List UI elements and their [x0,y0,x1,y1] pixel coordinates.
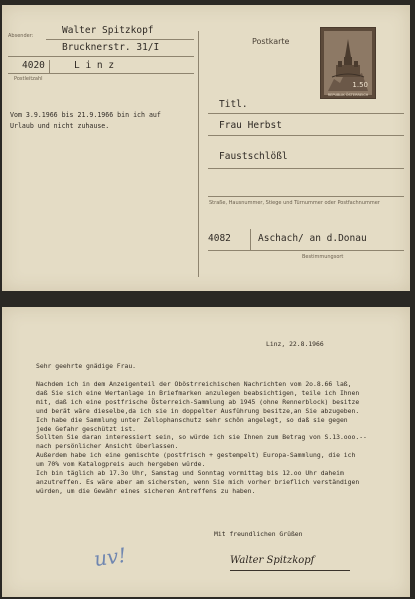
recipient-street: Faustschlößl [219,151,288,162]
address-line-3 [208,168,404,169]
sender-city: L i n z [74,60,115,71]
recipient-title: Titl. [219,99,248,110]
letter-line: würden, um die Gewähr eines sicheren Antreffens zu haben. [36,486,256,495]
sender-line-2 [8,56,194,57]
letter-line: anzutreffen. Es wäre aber am sichersten, wenn Sie mich vorher brieflich verständigen [36,477,360,486]
note-line-2: Urlaub und nicht zuhause. [10,122,110,130]
letter-line: Nachdem ich in dem Anzeigenteil der Oböstrreichischen Nachrichten vom 2o.8.66 laß, [36,380,352,388]
bestimmungsort-label: Bestimmungsort [302,254,344,260]
postage-stamp [320,27,376,99]
postleitzahl-label: Postleitzahl [14,76,43,82]
signature: Walter Spitzkopf [230,555,315,566]
card-divider [198,31,199,277]
address-line-5 [208,250,404,251]
address-line-4 [208,196,404,197]
letter-line: Ich bin täglich ab 17.3o Uhr, Samstag und Sonntag vormittag bis 12.oo Uhr daheim [36,469,344,478]
blue-scribble: uv! [92,542,128,572]
postkarte-label: Postkarte [252,37,290,46]
dest-divider [250,229,251,251]
place-date: Linz, 22.8.1966 [266,340,324,348]
sender-postcode: 4020 [22,60,45,71]
letter-line: nach persönlicher Ansicht überlassen. [36,442,179,451]
letter-line: jede Gefahr geschützt ist. [36,424,137,433]
letter-line: um 70% vom Katalogpreis auch hergeben würde. [36,460,206,469]
letter-line: mit, daß ich eine postfrische Österreich-Sammlung ab 1945 (ohne Rennerblock) besitze [36,397,360,406]
sender-line-1 [46,39,194,40]
closing: Mit freundlichen Grüßen [214,530,303,538]
letter-line: und berät wäre dieselbe,da ich sie in doppelter Ausführung besitze,an Sie abzugeben. [36,406,360,415]
signature-underline [230,570,350,571]
letter-line: Sollten Sie daran interessiert sein, so würde ich sie Ihnen zum Betrag von S.13.ooo.-- [36,433,367,442]
note-line-1: Vom 3.9.1966 bis 21.9.1966 bin ich auf [10,111,161,119]
recipient-postcode: 4082 [208,233,231,244]
absender-label: Absender: [8,33,34,39]
address-line-1 [208,113,404,114]
postcard-back [2,307,410,597]
sender-name: Walter Spitzkopf [62,25,154,36]
sender-street: Brucknerstr. 31/I [62,42,160,53]
salutation: Sehr geehrte gnädige Frau. [36,362,137,370]
postcard-front [2,5,410,291]
street-hint: Straße, Hausnummer, Stiege und Türnummer oder Postfachnummer [209,200,380,206]
postcode-divider [49,60,50,73]
recipient-city: Aschach/ an d.Donau [258,233,367,244]
letter-body [36,380,367,496]
address-line-2 [208,135,404,136]
letter-line: Außerdem habe ich eine gemischte (postfrisch + gestempelt) Europa-Sammlung, die ich [36,451,356,460]
letter-line: daß Sie sich eine Wertanlage in Briefmarken anzulegen beabsichtigen, teile ich Ihnen [36,388,360,397]
letter-line: Ich habe die Sammlung unter Zellophanschutz sehr schön angelegt, so daß sie gegen [36,415,348,424]
sender-line-3 [8,73,194,74]
stamp-country: REPUBLIK ÖSTERREICH [327,93,369,97]
stamp-value: 1.50 [352,81,368,89]
recipient-name: Frau Herbst [219,120,282,131]
